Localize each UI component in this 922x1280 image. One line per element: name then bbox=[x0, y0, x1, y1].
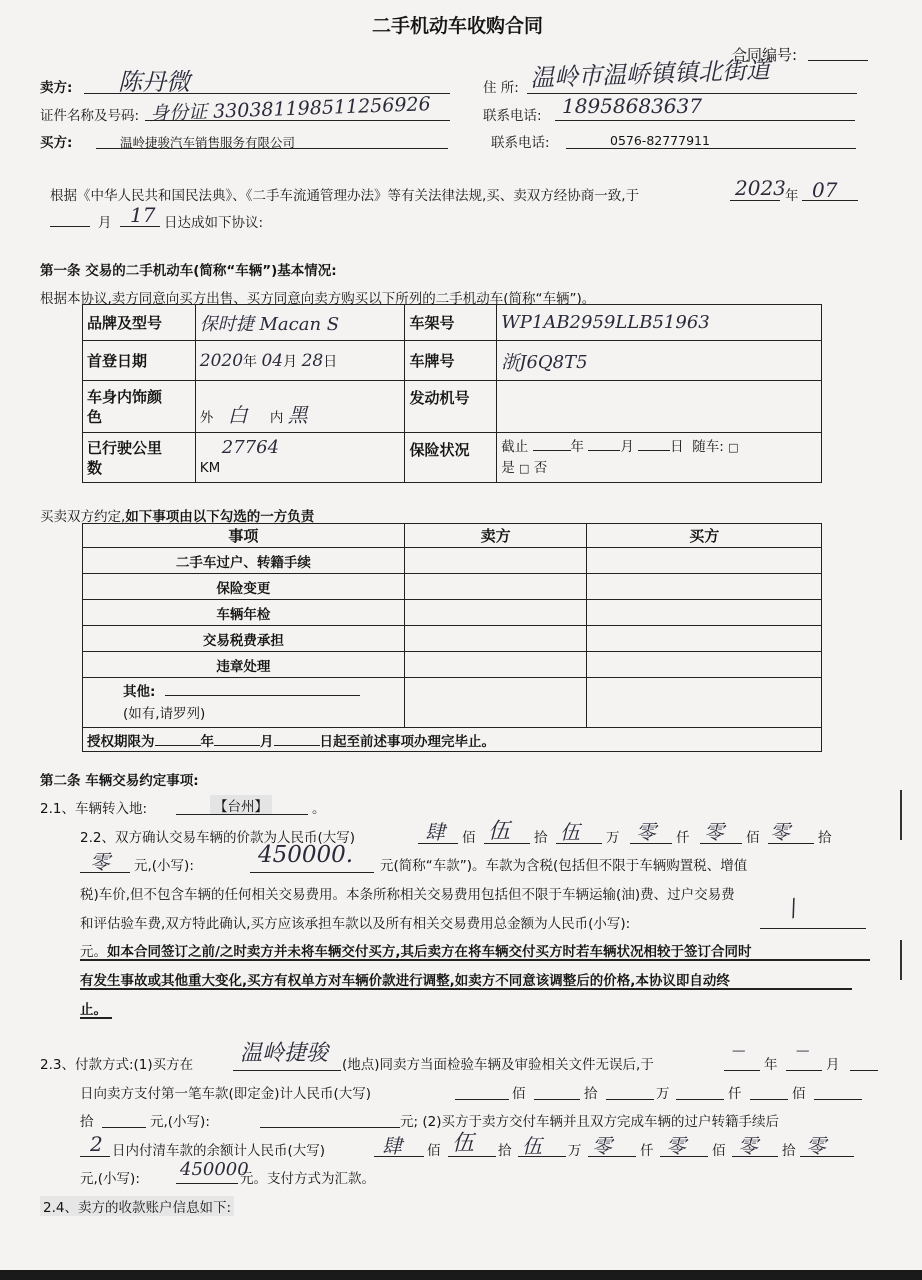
price-after: 元(简称“车款”)。车款为含税(包括但不限于车辆购置税、增值 bbox=[380, 858, 748, 874]
s23-yuan-small: 元,(小写): bbox=[150, 1114, 210, 1130]
buyer-phone: 0576-82777911 bbox=[610, 133, 710, 148]
s23-year: 年 bbox=[764, 1057, 778, 1073]
intro-end: 日达成如下协议: bbox=[164, 215, 264, 231]
seller-label: 卖方: bbox=[40, 80, 73, 96]
s21-label: 2.1、车辆转入地: bbox=[40, 801, 148, 817]
duty-intro bbox=[40, 505, 314, 525]
term-year: 年 bbox=[200, 733, 214, 750]
duty-row: 交易税费承担 bbox=[83, 626, 405, 652]
intro-text: 根据《中华人民共和国民法典》、《二手车流通管理办法》等有关法律法规,买、卖双方经协商一致,于 bbox=[50, 188, 640, 204]
s23-unit-1: 拾 bbox=[584, 1086, 598, 1102]
col-seller: 卖方 bbox=[404, 524, 587, 548]
vin-label: 车架号 bbox=[405, 305, 497, 341]
price-big-11: 拾 bbox=[818, 830, 832, 846]
s23-big-7: 仟 bbox=[640, 1143, 654, 1159]
s23-place: 温岭捷骏 bbox=[240, 1041, 329, 1066]
reg-date-label: 首登日期 bbox=[83, 341, 196, 381]
checkbox-no-icon[interactable]: □ bbox=[519, 461, 530, 475]
intro-month-unit: 月 bbox=[98, 215, 112, 231]
s23-line-5b: 元。支付方式为汇款。 bbox=[240, 1171, 375, 1187]
price-big-3: 拾 bbox=[534, 830, 548, 846]
col-buyer: 买方 bbox=[587, 524, 822, 548]
intro-year: 2023 bbox=[735, 176, 786, 200]
article-1-text: 根据本协议,卖方同意向买方出售、买方同意向卖方购买以下所列的二手机动车(简称“车辆”)。 bbox=[40, 291, 596, 307]
duty-other-cell bbox=[83, 678, 405, 728]
s23-big-3: 拾 bbox=[498, 1143, 512, 1159]
color-label bbox=[83, 381, 196, 433]
s22-line-4 bbox=[80, 940, 752, 960]
s23-big-6: 零 bbox=[592, 1134, 612, 1158]
price-small: 450000. bbox=[258, 842, 354, 868]
s23-line-3: 元; (2)买方于卖方交付车辆并且双方完成车辆的过户转籍手续后 bbox=[400, 1114, 779, 1130]
duty-seller-cell[interactable] bbox=[404, 678, 587, 728]
insurance-label: 保险状况 bbox=[405, 433, 497, 483]
reg-year: 2020 bbox=[199, 350, 244, 371]
engine-value bbox=[497, 381, 822, 433]
duty-buyer-cell[interactable] bbox=[587, 652, 822, 678]
brand-value: 保时捷 Macan S bbox=[195, 305, 405, 341]
color-label-line-2: 色 bbox=[87, 407, 103, 426]
s23-big-1: 佰 bbox=[427, 1143, 441, 1159]
col-item: 事项 bbox=[83, 524, 405, 548]
s23-days: 2 bbox=[90, 1132, 103, 1156]
price-big-6: 零 bbox=[636, 820, 656, 844]
duty-buyer-cell[interactable] bbox=[587, 548, 822, 574]
buyer-phone-label: 联系电话: bbox=[491, 135, 550, 151]
duty-table bbox=[82, 523, 822, 752]
s21-value: 【台州】 bbox=[210, 795, 272, 815]
s23-unit-0: 佰 bbox=[512, 1086, 526, 1102]
other-hint: (如有,请罗列) bbox=[123, 705, 206, 722]
s22-line-3: 和评估验车费,双方特此确认,买方应该承担车款以及所有相关交易费用总金额为人民币(小写): bbox=[80, 916, 631, 932]
term-month: 月 bbox=[260, 733, 274, 750]
s22-bold-1: 如本合同签订之前/之时卖方并未将车辆交付买方,其后卖方在将车辆交付买方时若车辆状况相较于签订合同时 bbox=[107, 944, 752, 960]
insurance-no: 否 bbox=[533, 459, 548, 476]
color-out: 白 bbox=[227, 403, 248, 427]
vin-value: WP1AB2959LLB51963 bbox=[497, 305, 822, 341]
mileage-unit: KM bbox=[199, 459, 221, 476]
insurance-cell bbox=[497, 433, 822, 483]
seller-name: 陈丹微 bbox=[118, 68, 190, 96]
duty-row: 车辆年检 bbox=[83, 600, 405, 626]
s23-line-2: 日向卖方支付第一笔车款(即定金)计人民币(大写) bbox=[80, 1086, 372, 1102]
mileage-label-line-2: 数 bbox=[87, 458, 103, 477]
intro-month-value: 07 bbox=[812, 178, 838, 202]
reg-year-unit: 年 bbox=[243, 353, 258, 370]
s23-big-8: 零 bbox=[666, 1134, 686, 1158]
id-value: 身份证 330381198511256926 bbox=[149, 93, 431, 125]
s23-big-11: 拾 bbox=[782, 1143, 796, 1159]
reg-date bbox=[195, 341, 405, 381]
duty-buyer-cell[interactable] bbox=[587, 678, 822, 728]
insurance-with-car: 随车: bbox=[692, 438, 724, 455]
duty-buyer-cell[interactable] bbox=[587, 600, 822, 626]
insurance-day-unit: 日 bbox=[670, 438, 684, 455]
s23-big-10: 零 bbox=[738, 1134, 758, 1158]
duty-buyer-cell[interactable] bbox=[587, 626, 822, 652]
s23-unit-4: 佰 bbox=[792, 1086, 806, 1102]
page-bottom-shadow bbox=[0, 1270, 922, 1280]
s23-big-0: 肆 bbox=[382, 1134, 402, 1158]
duty-row: 二手车过户、转籍手续 bbox=[83, 548, 405, 574]
plate-value: 浙J6Q8T5 bbox=[497, 341, 822, 381]
s23-line-5a: 元,(小写): bbox=[80, 1171, 140, 1187]
reg-day-unit: 日 bbox=[323, 353, 338, 370]
price-yuan: 元,(小写): bbox=[134, 858, 194, 874]
mileage-value: 27764 bbox=[221, 436, 280, 458]
intro-year-unit: 年 bbox=[785, 188, 799, 204]
color-out-label: 外 bbox=[199, 410, 214, 426]
s22-bold-2: 有发生事故或其他重大变化,买方有权单方对车辆价款进行调整,如卖方不同意该调整后的价格,本协议即自动终 bbox=[80, 973, 730, 989]
brand-label: 品牌及型号 bbox=[83, 305, 196, 341]
color-label-line-1: 车身内饰颜 bbox=[87, 387, 163, 406]
price-big-0: 肆 bbox=[425, 820, 445, 844]
s22-line-2: 税)车价,但不包含车辆的任何相关交易费用。本条所称相关交易费用包括但不限于车辆运输(油)费、过户交易费 bbox=[80, 887, 735, 903]
seller-phone: 18958683637 bbox=[562, 94, 702, 118]
s23-yuan-value: 零 bbox=[806, 1134, 826, 1158]
duty-row: 保险变更 bbox=[83, 574, 405, 600]
vehicle-info-table bbox=[82, 304, 822, 483]
price-big-2: 伍 bbox=[488, 819, 511, 844]
s23-line-4: 日内付清车款的余额计人民币(大写) bbox=[112, 1143, 326, 1159]
intro-day-value: 17 bbox=[130, 203, 156, 227]
s23-big-9: 佰 bbox=[712, 1143, 726, 1159]
reg-month-unit: 月 bbox=[283, 353, 298, 370]
article-2-title: 第二条 车辆交易约定事项: bbox=[40, 773, 199, 789]
color-in-label: 内 bbox=[269, 410, 284, 426]
reg-day: 28 bbox=[301, 350, 324, 371]
s22-label: 2.2、双方确认交易车辆的价款为人民币(大写) bbox=[80, 830, 356, 846]
duty-seller-cell[interactable] bbox=[404, 626, 587, 652]
duty-seller-cell[interactable] bbox=[404, 600, 587, 626]
other-label: 其他: bbox=[123, 683, 156, 700]
s23-shi: 拾 bbox=[80, 1114, 94, 1130]
dash-mark: / bbox=[785, 895, 803, 922]
duty-seller-cell[interactable] bbox=[404, 574, 587, 600]
article-1-title: 第一条 交易的二手机动车(简称“车辆”)基本情况: bbox=[40, 263, 337, 279]
buyer-label: 买方: bbox=[40, 135, 73, 151]
insurance-until: 截止 bbox=[501, 438, 529, 455]
s23-after-place: (地点)同卖方当面检验车辆及审验相关文件无误后,于 bbox=[342, 1057, 654, 1073]
color-in: 黑 bbox=[287, 403, 308, 427]
price-big-7: 仟 bbox=[676, 830, 690, 846]
price-big-8: 零 bbox=[704, 820, 724, 844]
s23-big-2: 伍 bbox=[452, 1131, 475, 1156]
duty-buyer-cell[interactable] bbox=[587, 574, 822, 600]
term-start: 授权期限为 bbox=[87, 733, 155, 750]
s23-unit-3: 仟 bbox=[728, 1086, 742, 1102]
price-big-5: 万 bbox=[606, 830, 620, 846]
color-value bbox=[195, 381, 405, 433]
price-yuan-value: 零 bbox=[90, 850, 110, 874]
checkbox-yes-icon[interactable]: □ bbox=[728, 440, 739, 454]
duty-seller-cell[interactable] bbox=[404, 652, 587, 678]
engine-label: 发动机号 bbox=[405, 381, 497, 433]
contract-no-label: 合同编号: bbox=[732, 46, 798, 64]
price-big-1: 佰 bbox=[462, 830, 476, 846]
s23-big-4: 伍 bbox=[522, 1134, 542, 1158]
contract-title: 二手机动车收购合同 bbox=[372, 15, 544, 37]
insurance-year-unit: 年 bbox=[570, 438, 585, 455]
reg-month: 04 bbox=[261, 350, 284, 371]
buyer-name: 温岭捷骏汽车销售服务有限公司 bbox=[120, 135, 296, 150]
id-label: 证件名称及号码: bbox=[40, 108, 140, 124]
s23-label: 2.3、付款方式:(1)买方在 bbox=[40, 1057, 194, 1073]
seller-phone-label: 联系电话: bbox=[483, 108, 542, 124]
duty-intro-bold: 如下事项由以下勾选的一方负责 bbox=[125, 509, 315, 525]
term-row bbox=[83, 728, 822, 752]
s23-big-5: 万 bbox=[568, 1143, 582, 1159]
s23-small: 450000 bbox=[180, 1159, 249, 1180]
s23-unit-2: 万 bbox=[656, 1086, 670, 1102]
mileage-label bbox=[83, 433, 196, 483]
duty-seller-cell[interactable] bbox=[404, 548, 587, 574]
price-big-4: 伍 bbox=[560, 820, 580, 844]
s22-bold-3: 止。 bbox=[80, 1002, 107, 1018]
insurance-yes: 是 bbox=[501, 459, 515, 476]
mileage-cell bbox=[195, 433, 405, 483]
price-big-9: 佰 bbox=[746, 830, 760, 846]
s23-month: 月 bbox=[826, 1057, 840, 1073]
plate-label: 车牌号 bbox=[405, 341, 497, 381]
price-big-10: 零 bbox=[770, 820, 790, 844]
mileage-label-line-1: 已行驶公里 bbox=[87, 438, 163, 457]
s24-label: 2.4、卖方的收款账户信息如下: bbox=[40, 1196, 234, 1216]
duty-intro-text: 买卖双方约定, bbox=[40, 509, 126, 525]
address-label: 住 所: bbox=[483, 80, 519, 96]
s22-yuan: 元。 bbox=[80, 944, 107, 960]
term-end: 日起至前述事项办理完毕止。 bbox=[319, 733, 495, 750]
address-value: 温岭市温峤镇镇北街道 bbox=[529, 55, 771, 93]
insurance-month-unit: 月 bbox=[620, 438, 634, 455]
duty-row: 违章处理 bbox=[83, 652, 405, 678]
